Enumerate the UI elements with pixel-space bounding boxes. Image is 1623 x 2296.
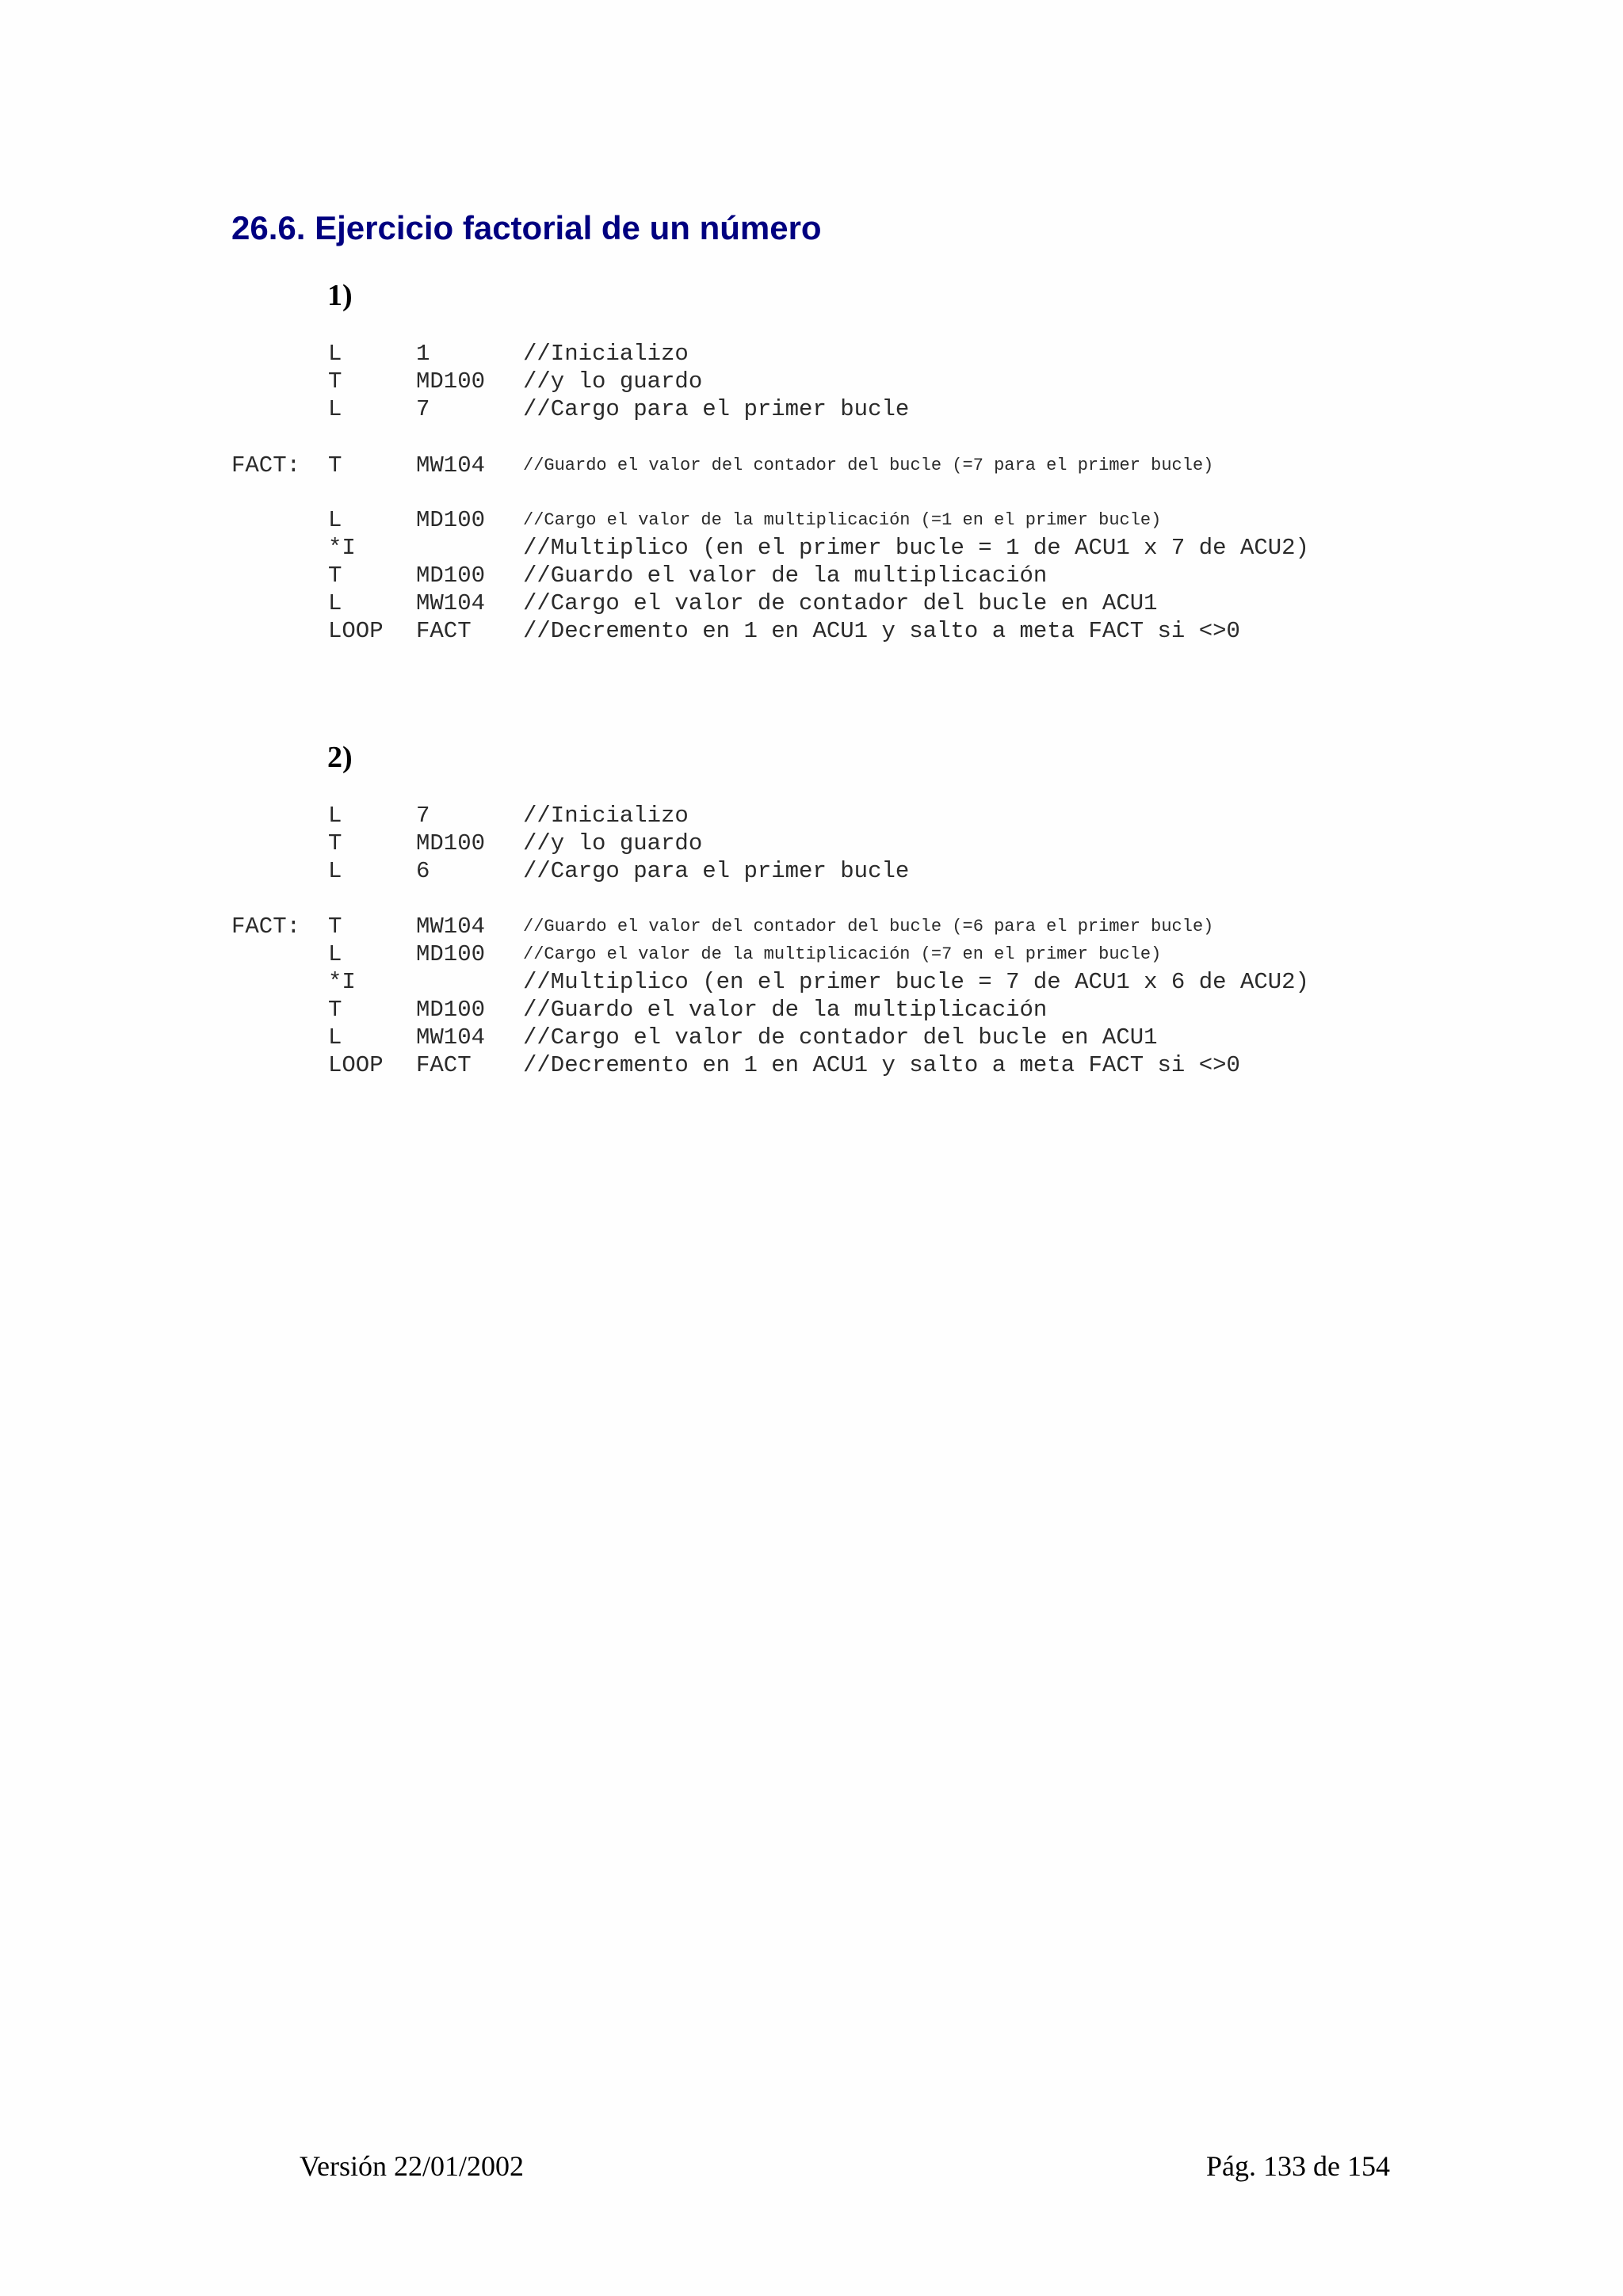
footer-page-number: Pág. 133 de 154 — [1206, 2150, 1390, 2182]
code-comment: //y lo guardo — [523, 830, 703, 856]
code-comment: //Guardo el valor de la multiplicación — [523, 997, 1048, 1023]
code-operand: MW104 — [416, 1024, 486, 1051]
code-operand: MW104 — [416, 452, 486, 479]
code-operand: 7 — [416, 396, 430, 422]
code-comment: //Inicializo — [523, 803, 689, 829]
code-operation: T — [328, 452, 342, 479]
code-operation: L — [328, 1024, 342, 1051]
code-comment: //y lo guardo — [523, 368, 703, 395]
page-title: 26.6. Ejercicio factorial de un número — [231, 209, 822, 246]
code-operation: L — [328, 858, 342, 884]
code-operation: L — [328, 590, 342, 616]
code-label: FACT: — [231, 913, 301, 940]
code-operand: FACT — [416, 1052, 472, 1078]
code-comment: //Cargo el valor de la multiplicación (=1 en el primer bucle) — [523, 510, 1162, 530]
code-label: FACT: — [231, 452, 301, 479]
section-heading-2: 2) — [327, 741, 353, 774]
section-heading-1: 1) — [327, 279, 353, 312]
code-operand: 6 — [416, 858, 430, 884]
code-operand: 7 — [416, 803, 430, 829]
code-operand: 1 — [416, 341, 430, 367]
code-comment: //Decremento en 1 en ACU1 y salto a meta FACT si <>0 — [523, 618, 1240, 644]
code-operand: MD100 — [416, 830, 486, 856]
code-operand: MD100 — [416, 507, 486, 533]
code-comment: //Cargo el valor de contador del bucle en ACU1 — [523, 1024, 1158, 1051]
code-operand: MD100 — [416, 368, 486, 395]
code-operand: MW104 — [416, 590, 486, 616]
code-operation: LOOP — [328, 1052, 384, 1078]
code-operation: T — [328, 563, 342, 589]
code-operation: T — [328, 913, 342, 940]
code-operation: T — [328, 368, 342, 395]
code-operation: L — [328, 341, 342, 367]
code-operation: LOOP — [328, 618, 384, 644]
code-operation: *I — [328, 535, 356, 561]
code-comment: //Cargo el valor de contador del bucle en ACU1 — [523, 590, 1158, 616]
code-comment: //Decremento en 1 en ACU1 y salto a meta FACT si <>0 — [523, 1052, 1240, 1078]
code-operation: *I — [328, 969, 356, 995]
code-operand: MW104 — [416, 913, 486, 940]
code-operand: MD100 — [416, 941, 486, 967]
code-operation: T — [328, 997, 342, 1023]
code-comment: //Cargo el valor de la multiplicación (=7 en el primer bucle) — [523, 944, 1162, 964]
footer-version: Versión 22/01/2002 — [300, 2150, 524, 2182]
code-comment: //Cargo para el primer bucle — [523, 858, 910, 884]
code-operation: L — [328, 941, 342, 967]
code-operand: FACT — [416, 618, 472, 644]
code-comment: //Multiplico (en el primer bucle = 7 de ACU1 x 6 de ACU2) — [523, 969, 1309, 995]
code-comment: //Multiplico (en el primer bucle = 1 de ACU1 x 7 de ACU2) — [523, 535, 1309, 561]
code-operation: L — [328, 507, 342, 533]
code-comment: //Guardo el valor del contador del bucle (=6 para el primer bucle) — [523, 917, 1214, 936]
code-operation: L — [328, 396, 342, 422]
code-comment: //Inicializo — [523, 341, 689, 367]
code-operand: MD100 — [416, 997, 486, 1023]
code-operand: MD100 — [416, 563, 486, 589]
code-operation: T — [328, 830, 342, 856]
code-operation: L — [328, 803, 342, 829]
code-comment: //Guardo el valor del contador del bucle (=7 para el primer bucle) — [523, 456, 1214, 475]
code-comment: //Cargo para el primer bucle — [523, 396, 910, 422]
code-comment: //Guardo el valor de la multiplicación — [523, 563, 1048, 589]
